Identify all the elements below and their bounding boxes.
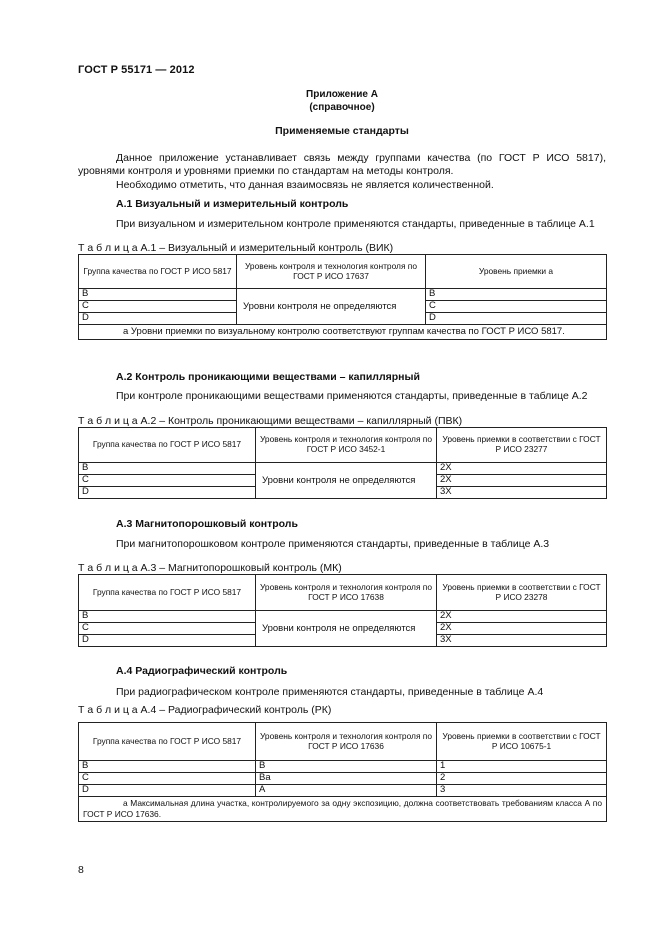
section-a3-text: При магнитопорошковом контроле применяются стандарты, приведенные в таблице А.3: [116, 538, 550, 550]
table-a3-acceptance: 2X: [437, 623, 607, 635]
table-a2-acceptance: 2X: [437, 475, 607, 487]
document-code: ГОСТ Р 55171 — 2012: [78, 64, 195, 76]
table-a4-level: B: [256, 761, 437, 773]
table-a1-group: D: [79, 313, 237, 325]
appendix-title-line2: (справочное): [309, 102, 375, 113]
table-a4-group: B: [79, 761, 256, 773]
table-a4-level: Bа: [256, 773, 437, 785]
table-a1-header-quality: Группа качества по ГОСТ Р ИСО 5817: [79, 255, 237, 289]
table-a3-group: C: [79, 623, 256, 635]
table-a1-group: B: [79, 289, 237, 301]
table-a4-acceptance: 2: [437, 773, 607, 785]
intro-paragraph-2: Необходимо отметить, что данная взаимосвязь не является количественной.: [116, 179, 494, 191]
table-a3-group: D: [79, 635, 256, 647]
table-a2-header-acceptance: Уровень приемки в соответствии с ГОСТ Р ИСО 23277: [437, 428, 607, 463]
table-a2-header-level: Уровень контроля и технология контроля по ГОСТ Р ИСО 3452-1: [256, 428, 437, 463]
table-a1-group: C: [79, 301, 237, 313]
table-a4-group: D: [79, 785, 256, 797]
section-a2-title: А.2 Контроль проникающими веществами – капиллярный: [116, 371, 420, 383]
appendix-heading: Применяемые стандарты: [275, 125, 409, 137]
table-a4-level: A: [256, 785, 437, 797]
section-a1-text: При визуальном и измерительном контроле применяются стандарты, приведенные в таблице А.1: [116, 218, 595, 230]
table-a2-caption: Т а б л и ц а А.2 – Контроль проникающими веществами – капиллярный (ПВК): [78, 415, 463, 427]
table-a2-header-quality: Группа качества по ГОСТ Р ИСО 5817: [79, 428, 256, 463]
appendix-title-line1: Приложение А: [306, 89, 378, 100]
intro-paragraph-1: Данное приложение устанавливает связь между группами качества (по ГОСТ Р ИСО 5817), уровнями контроля и уровнями приемки по стандартам на методы контроля.: [78, 152, 606, 178]
document-page: [78, 0, 606, 936]
table-a1-footnote: а Уровни приемки по визуальному контролю соответствуют группам качества по ГОСТ Р ИСО 5817.: [79, 325, 607, 340]
table-a4-group: C: [79, 773, 256, 785]
table-a3-group: B: [79, 611, 256, 623]
table-a1-acceptance: B: [426, 289, 607, 301]
section-a4-title: А.4 Радиографический контроль: [116, 665, 288, 677]
table-a2: [78, 427, 607, 499]
section-a2-text: При контроле проникающими веществами применяются стандарты, приведенные в таблице А.2: [116, 390, 588, 402]
section-a3-title: А.3 Магнитопорошковый контроль: [116, 518, 298, 530]
table-a2-group: B: [79, 463, 256, 475]
appendix-title: [78, 88, 606, 114]
table-a2-acceptance: 3X: [437, 487, 607, 499]
table-a1-acceptance: C: [426, 301, 607, 313]
table-a4-acceptance: 3: [437, 785, 607, 797]
table-a2-merged-level: Уровни контроля не определяются: [256, 463, 437, 499]
table-a2-group: C: [79, 475, 256, 487]
table-a3: [78, 574, 607, 647]
table-a2-acceptance: 2X: [437, 463, 607, 475]
table-a4-footnote: а Максимальная длина участка, контролируемого за одну экспозицию, должна соответствовать требованиям класса А по ГОСТ Р ИСО 17636.: [79, 797, 607, 822]
table-a3-acceptance: 3X: [437, 635, 607, 647]
table-a1: [78, 254, 607, 340]
table-a1-header-acceptance: Уровень приемки а: [426, 255, 607, 289]
table-a2-group: D: [79, 487, 256, 499]
table-a3-header-quality: Группа качества по ГОСТ Р ИСО 5817: [79, 575, 256, 611]
table-a3-acceptance: 2X: [437, 611, 607, 623]
table-a3-merged-level: Уровни контроля не определяются: [256, 611, 437, 647]
table-a1-merged-level: Уровни контроля не определяются: [237, 289, 426, 325]
section-a1-title: А.1 Визуальный и измерительный контроль: [116, 198, 349, 210]
table-a3-header-level: Уровень контроля и технология контроля по ГОСТ Р ИСО 17638: [256, 575, 437, 611]
table-a4-header-level: Уровень контроля и технология контроля по ГОСТ Р ИСО 17636: [256, 723, 437, 761]
table-a3-caption: Т а б л и ц а А.3 – Магнитопорошковый контроль (МК): [78, 562, 342, 574]
page-number: 8: [78, 864, 84, 876]
table-a4-acceptance: 1: [437, 761, 607, 773]
table-a4-header-quality: Группа качества по ГОСТ Р ИСО 5817: [79, 723, 256, 761]
section-a4-text: При радиографическом контроле применяются стандарты, приведенные в таблице А.4: [116, 686, 544, 698]
table-a4: [78, 722, 607, 822]
table-a4-header-acceptance: Уровень приемки в соответствии с ГОСТ Р ИСО 10675-1: [437, 723, 607, 761]
table-a1-caption: Т а б л и ц а А.1 – Визуальный и измерительный контроль (ВИК): [78, 242, 394, 254]
table-a1-header-level: Уровень контроля и технология контроля по ГОСТ Р ИСО 17637: [237, 255, 426, 289]
table-a1-acceptance: D: [426, 313, 607, 325]
table-a4-caption: Т а б л и ц а А.4 – Радиографический контроль (РК): [78, 704, 332, 716]
table-a3-header-acceptance: Уровень приемки в соответствии с ГОСТ Р ИСО 23278: [437, 575, 607, 611]
